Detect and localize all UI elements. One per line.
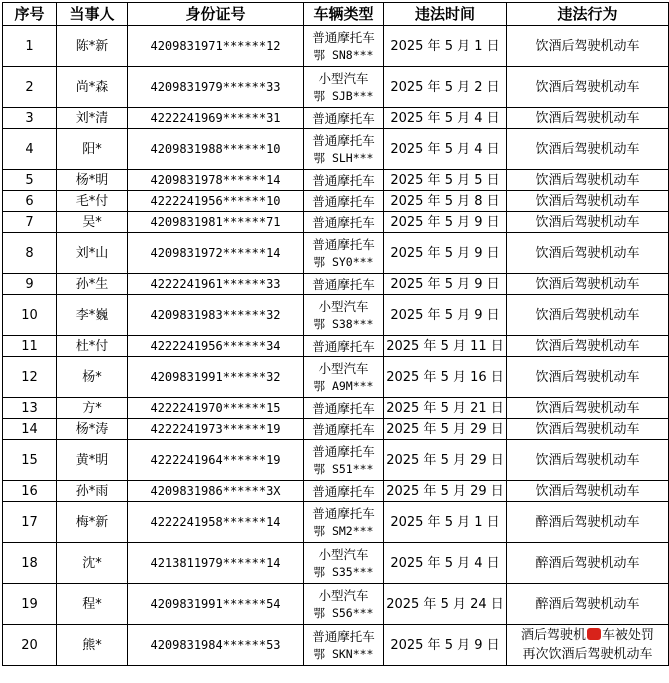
- id-number: 4222241956******10: [128, 191, 304, 212]
- act-line-2: 再次饮酒后驾驶机动车: [522, 647, 653, 662]
- party-name: 毛*付: [57, 191, 128, 212]
- vehicle-type: 普通摩托车: [312, 30, 375, 45]
- violation-date: 2025 年 5 月 9 日: [384, 625, 507, 666]
- table-row: [3, 212, 669, 233]
- row-number: 2: [3, 67, 57, 108]
- act-line-1: [507, 626, 668, 645]
- table-row: [3, 170, 669, 191]
- vehicle-type: 普通摩托车: [312, 110, 375, 126]
- id-number: 4209831984******53: [128, 625, 304, 666]
- id-number: 4209831972******14: [128, 233, 304, 274]
- vehicle-type: 普通摩托车: [312, 237, 375, 252]
- party-name: 刘*清: [57, 108, 128, 129]
- plate-number: 鄂 SJB***: [313, 89, 374, 103]
- party-name: 梅*新: [57, 502, 128, 543]
- id-number: 4222241969******31: [128, 108, 304, 129]
- row-number: 19: [3, 584, 57, 625]
- table-row: [3, 398, 669, 419]
- id-number: 4213811979******14: [128, 543, 304, 584]
- header-act: 违法行为: [507, 3, 669, 26]
- violation-act: 饮酒后驾驶机动车: [507, 170, 669, 191]
- vehicle-cell: [304, 191, 384, 212]
- id-number: 4222241961******33: [128, 274, 304, 295]
- party-name: 杨*涛: [57, 419, 128, 440]
- violation-act: 饮酒后驾驶机动车: [507, 212, 669, 233]
- header-no: 序号: [3, 3, 57, 26]
- violation-date: 2025 年 5 月 9 日: [384, 233, 507, 274]
- plate-number: 鄂 SKN***: [313, 647, 374, 661]
- party-name: 尚*森: [57, 67, 128, 108]
- violation-date: 2025 年 5 月 11 日: [384, 336, 507, 357]
- violation-date: 2025 年 5 月 21 日: [384, 398, 507, 419]
- vehicle-cell: [304, 336, 384, 357]
- row-number: 15: [3, 440, 57, 481]
- id-number: 4209831986******3X: [128, 481, 304, 502]
- violation-act: 醉酒后驾驶机动车: [507, 584, 669, 625]
- vehicle-type: 普通摩托车: [312, 629, 375, 644]
- violation-date: 2025 年 5 月 9 日: [384, 274, 507, 295]
- vehicle-type: 普通摩托车: [312, 338, 375, 354]
- id-number: 4209831979******33: [128, 67, 304, 108]
- plate-number: 鄂 SY0***: [313, 255, 374, 269]
- vehicle-cell: [304, 398, 384, 419]
- vehicle-cell: [304, 233, 384, 274]
- row-number: 6: [3, 191, 57, 212]
- plate-number: 鄂 S35***: [313, 565, 374, 579]
- party-name: 孙*生: [57, 274, 128, 295]
- violation-act: 饮酒后驾驶机动车: [507, 336, 669, 357]
- vehicle-type: 普通摩托车: [312, 193, 375, 209]
- party-name: 陈*新: [57, 26, 128, 67]
- table-row: [3, 67, 669, 108]
- vehicle-cell: [304, 584, 384, 625]
- plate-number: 鄂 S38***: [313, 317, 374, 331]
- id-number: 4222241973******19: [128, 419, 304, 440]
- act-line-1-start: 酒后驾驶机: [520, 628, 586, 643]
- party-name: 杜*付: [57, 336, 128, 357]
- vehicle-type: 普通摩托车: [312, 400, 375, 416]
- row-number: 14: [3, 419, 57, 440]
- vehicle-cell: [304, 26, 384, 67]
- vehicle-cell: [304, 129, 384, 170]
- row-number: 20: [3, 625, 57, 666]
- header-row: [3, 3, 669, 26]
- vehicle-type: 普通摩托车: [312, 483, 375, 499]
- table-row: [3, 481, 669, 502]
- vehicle-type: 普通摩托车: [312, 276, 375, 292]
- vehicle-cell: [304, 295, 384, 336]
- violation-act: 醉酒后驾驶机动车: [507, 502, 669, 543]
- party-name: 孙*雨: [57, 481, 128, 502]
- id-number: 4222241970******15: [128, 398, 304, 419]
- id-number: 4209831991******32: [128, 357, 304, 398]
- vehicle-type: 普通摩托车: [312, 421, 375, 437]
- violation-act: 饮酒后驾驶机动车: [507, 357, 669, 398]
- violation-date: 2025 年 5 月 9 日: [384, 212, 507, 233]
- violation-act: 饮酒后驾驶机动车: [507, 274, 669, 295]
- violation-date: 2025 年 5 月 2 日: [384, 67, 507, 108]
- violation-date: 2025 年 5 月 5 日: [384, 170, 507, 191]
- plate-number: 鄂 A9M***: [313, 379, 374, 393]
- id-number: 4209831981******71: [128, 212, 304, 233]
- id-number: 4209831971******12: [128, 26, 304, 67]
- header-id: 身份证号: [128, 3, 304, 26]
- vehicle-cell: [304, 170, 384, 191]
- violation-act: 饮酒后驾驶机动车: [507, 108, 669, 129]
- vehicle-cell: [304, 212, 384, 233]
- vehicle-cell: [304, 502, 384, 543]
- violation-act: 饮酒后驾驶机动车: [507, 67, 669, 108]
- vehicle-type: 普通摩托车: [312, 444, 375, 459]
- violation-date: 2025 年 5 月 29 日: [384, 419, 507, 440]
- plate-number: 鄂 SLH***: [313, 151, 374, 165]
- vehicle-cell: [304, 274, 384, 295]
- row-number: 10: [3, 295, 57, 336]
- party-name: 刘*山: [57, 233, 128, 274]
- header-vehicle: 车辆类型: [304, 3, 384, 26]
- violation-act: 饮酒后驾驶机动车: [507, 129, 669, 170]
- violation-act: 饮酒后驾驶机动车: [507, 26, 669, 67]
- row-number: 18: [3, 543, 57, 584]
- table-row: [3, 419, 669, 440]
- row-number: 4: [3, 129, 57, 170]
- violation-date: 2025 年 5 月 1 日: [384, 502, 507, 543]
- violation-act: 醉酒后驾驶机动车: [507, 543, 669, 584]
- row-number: 9: [3, 274, 57, 295]
- id-number: 4222241956******34: [128, 336, 304, 357]
- row-number: 16: [3, 481, 57, 502]
- violation-date: 2025 年 5 月 29 日: [384, 481, 507, 502]
- id-number: 4209831988******10: [128, 129, 304, 170]
- table-row: [3, 274, 669, 295]
- vehicle-cell: [304, 357, 384, 398]
- id-number: 4209831983******32: [128, 295, 304, 336]
- plate-number: 鄂 S56***: [313, 606, 374, 620]
- table-row: [3, 357, 669, 398]
- party-name: 黄*明: [57, 440, 128, 481]
- violation-date: 2025 年 5 月 4 日: [384, 129, 507, 170]
- violation-date: 2025 年 5 月 16 日: [384, 357, 507, 398]
- id-number: 4209831978******14: [128, 170, 304, 191]
- header-party: 当事人: [57, 3, 128, 26]
- violations-table: [2, 2, 669, 666]
- table-row: [3, 543, 669, 584]
- vehicle-type: 小型汽车: [318, 547, 369, 562]
- vehicle-type: 小型汽车: [318, 299, 369, 314]
- vehicle-type: 小型汽车: [318, 361, 369, 376]
- table-row: [3, 26, 669, 67]
- table-row: [3, 584, 669, 625]
- table-row: [3, 440, 669, 481]
- vehicle-cell: [304, 440, 384, 481]
- row-number: 8: [3, 233, 57, 274]
- vehicle-cell: [304, 543, 384, 584]
- vehicle-type: 普通摩托车: [312, 506, 375, 521]
- violation-date: 2025 年 5 月 9 日: [384, 295, 507, 336]
- row-number: 17: [3, 502, 57, 543]
- violation-act: 饮酒后驾驶机动车: [507, 398, 669, 419]
- violation-date: 2025 年 5 月 4 日: [384, 543, 507, 584]
- table-row: [3, 233, 669, 274]
- party-name: 李*巍: [57, 295, 128, 336]
- table-row: [3, 295, 669, 336]
- table-row: [3, 336, 669, 357]
- act-line-1-end: 车被处罚: [602, 628, 655, 643]
- violation-act: 饮酒后驾驶机动车: [507, 419, 669, 440]
- party-name: 杨*明: [57, 170, 128, 191]
- vehicle-cell: [304, 625, 384, 666]
- table-row: [3, 191, 669, 212]
- vehicle-type: 小型汽车: [318, 71, 369, 86]
- violation-act: [507, 625, 669, 666]
- row-number: 5: [3, 170, 57, 191]
- party-name: 阳*: [57, 129, 128, 170]
- violation-date: 2025 年 5 月 8 日: [384, 191, 507, 212]
- row-number: 11: [3, 336, 57, 357]
- party-name: 熊*: [57, 625, 128, 666]
- party-name: 方*: [57, 398, 128, 419]
- vehicle-type: 普通摩托车: [312, 133, 375, 148]
- table-row: [3, 108, 669, 129]
- violation-act: 饮酒后驾驶机动车: [507, 191, 669, 212]
- id-number: 4209831991******54: [128, 584, 304, 625]
- violation-act: 饮酒后驾驶机动车: [507, 481, 669, 502]
- vehicle-cell: [304, 108, 384, 129]
- plate-number: 鄂 SM2***: [313, 524, 374, 538]
- vehicle-cell: [304, 419, 384, 440]
- table-row: [3, 625, 669, 666]
- vehicle-type: 小型汽车: [318, 588, 369, 603]
- table-row: [3, 502, 669, 543]
- plate-number: 鄂 S51***: [313, 462, 374, 476]
- row-number: 1: [3, 26, 57, 67]
- violation-date: 2025 年 5 月 29 日: [384, 440, 507, 481]
- id-number: 4222241964******19: [128, 440, 304, 481]
- row-number: 12: [3, 357, 57, 398]
- violation-date: 2025 年 5 月 24 日: [384, 584, 507, 625]
- table-row: [3, 129, 669, 170]
- party-name: 沈*: [57, 543, 128, 584]
- violation-act: 饮酒后驾驶机动车: [507, 233, 669, 274]
- vehicle-cell: [304, 67, 384, 108]
- vehicle-type: 普通摩托车: [312, 172, 375, 188]
- header-date: 违法时间: [384, 3, 507, 26]
- plate-number: 鄂 SN8***: [313, 48, 374, 62]
- party-name: 程*: [57, 584, 128, 625]
- violation-act: 饮酒后驾驶机动车: [507, 295, 669, 336]
- watermark-logo: [587, 628, 601, 640]
- vehicle-type: 普通摩托车: [312, 214, 375, 230]
- party-name: 吴*: [57, 212, 128, 233]
- violation-act: 饮酒后驾驶机动车: [507, 440, 669, 481]
- row-number: 13: [3, 398, 57, 419]
- id-number: 4222241958******14: [128, 502, 304, 543]
- vehicle-cell: [304, 481, 384, 502]
- row-number: 3: [3, 108, 57, 129]
- row-number: 7: [3, 212, 57, 233]
- violation-date: 2025 年 5 月 4 日: [384, 108, 507, 129]
- party-name: 杨*: [57, 357, 128, 398]
- violation-date: 2025 年 5 月 1 日: [384, 26, 507, 67]
